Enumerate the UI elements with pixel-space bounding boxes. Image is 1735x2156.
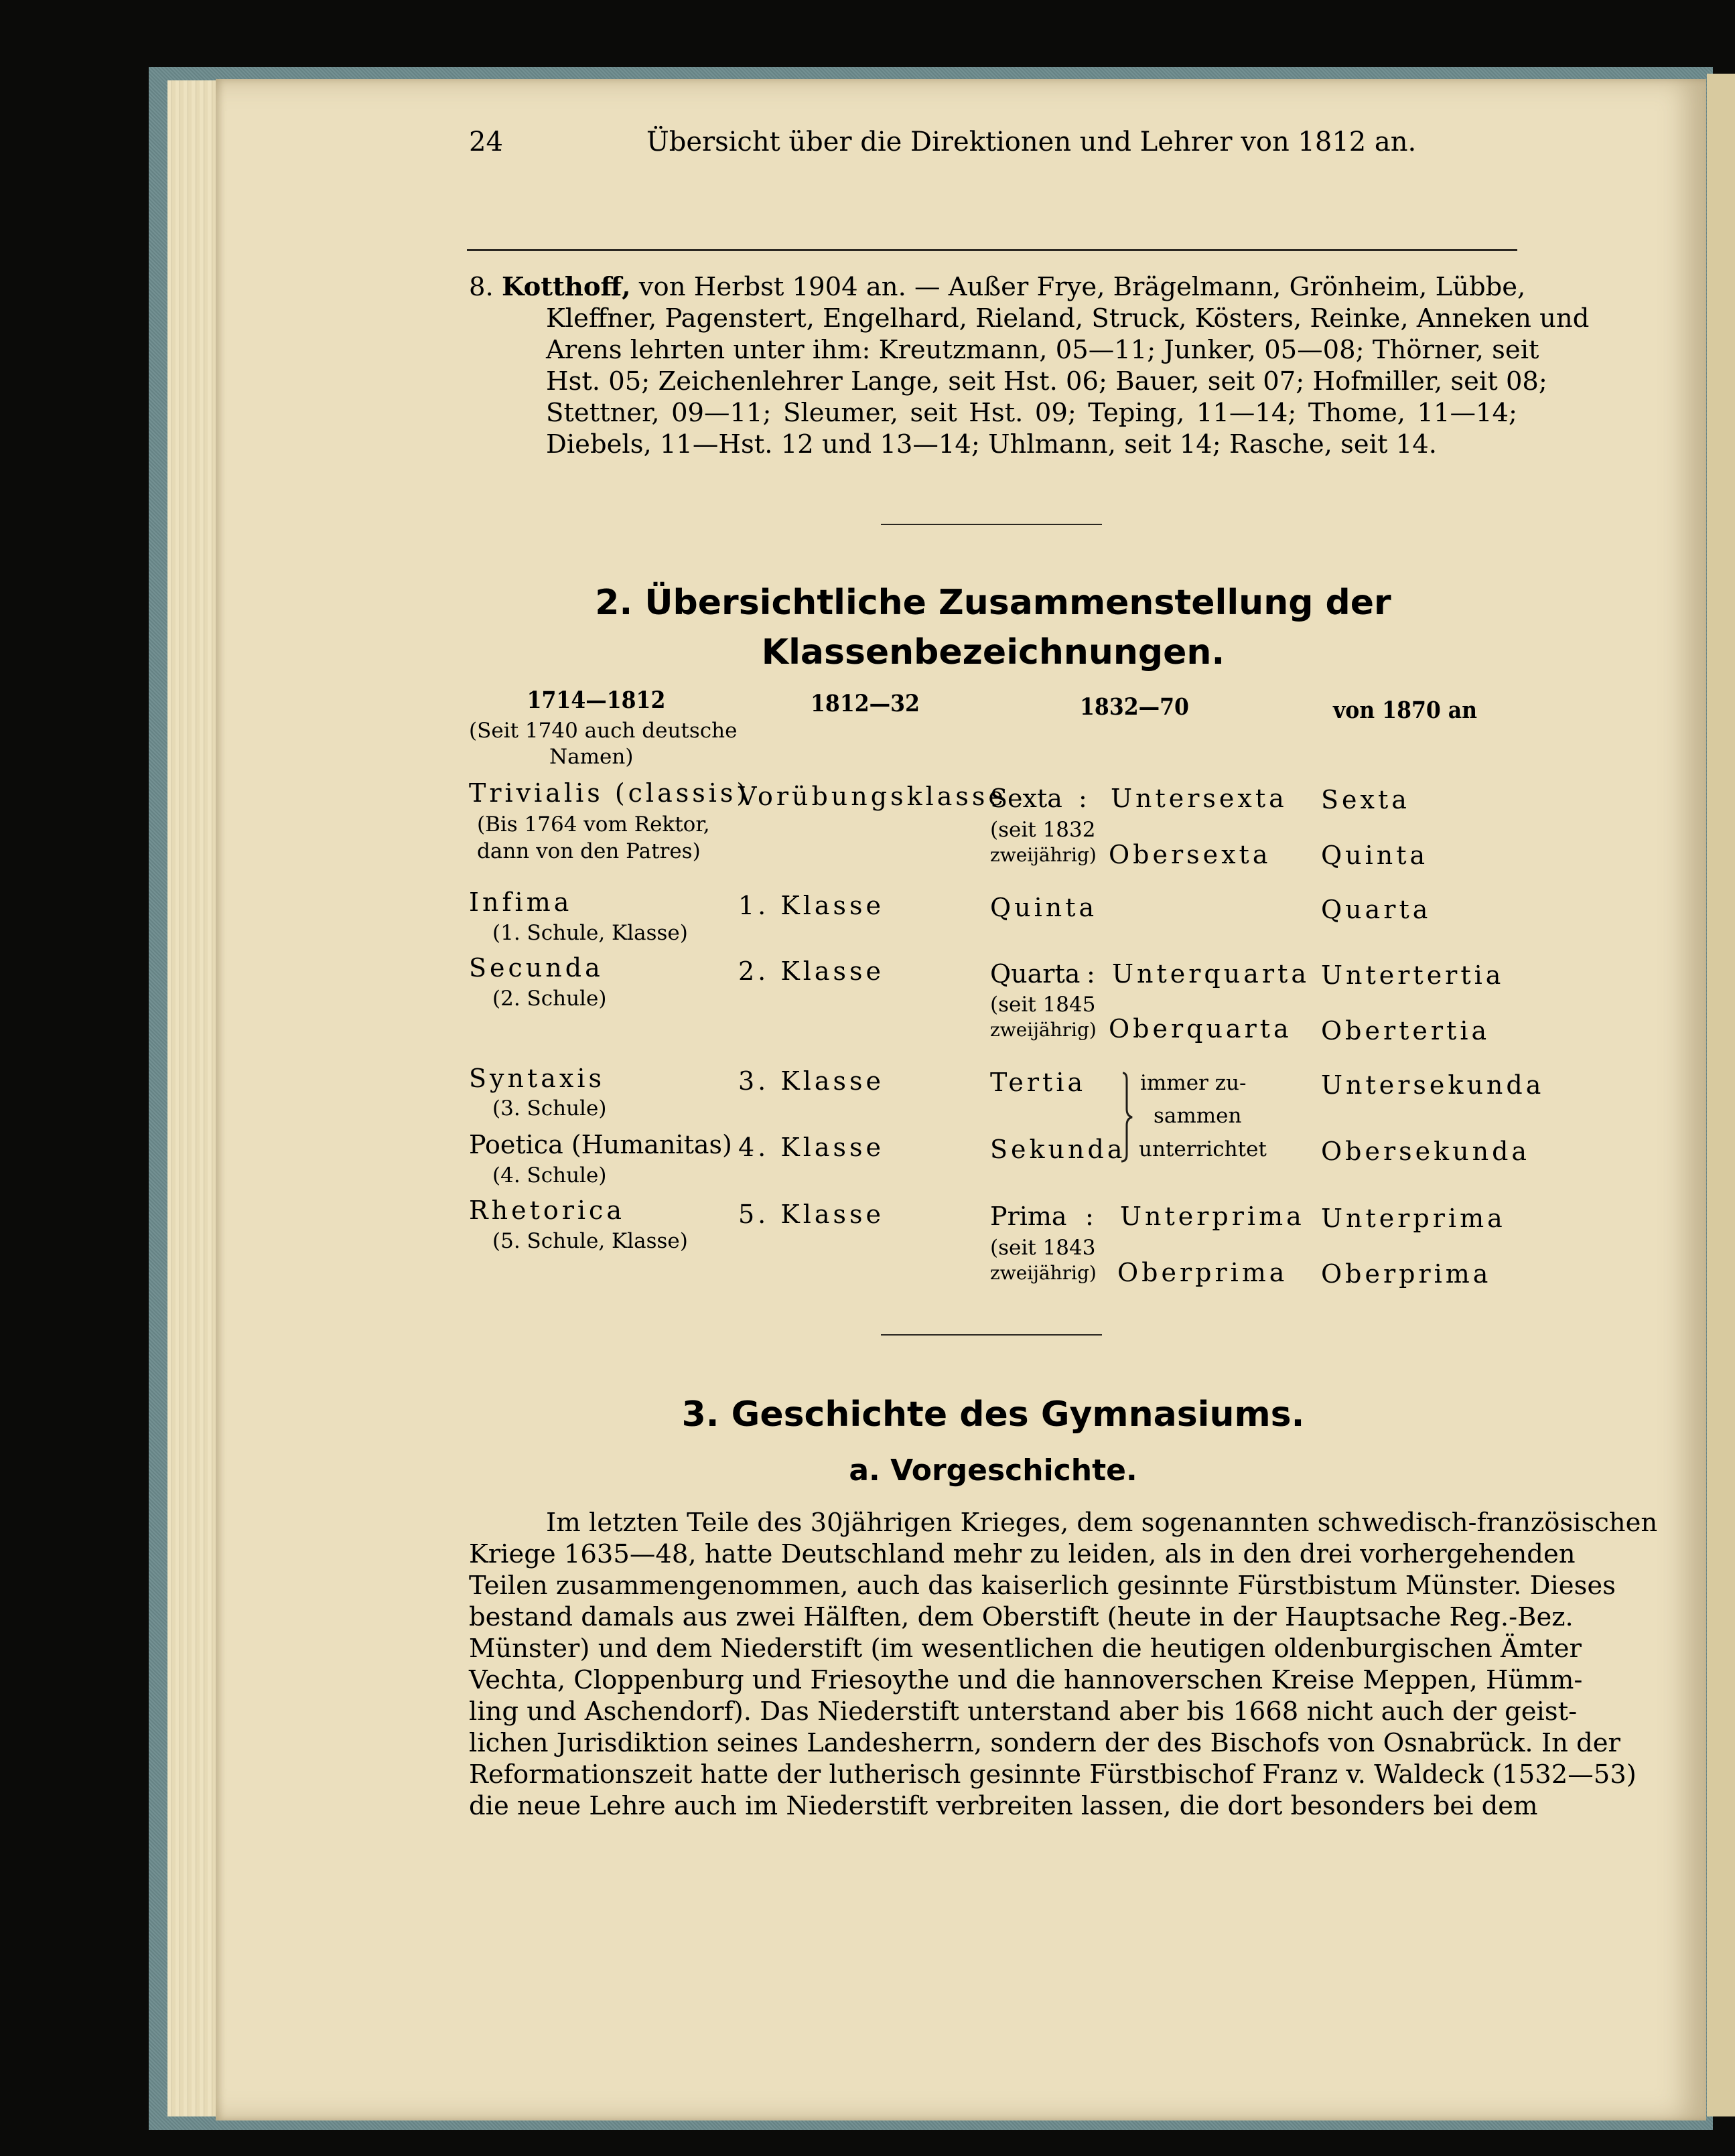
class-trivialis: Trivialis (classis) [469, 778, 750, 808]
col-header-note: Namen) [549, 745, 634, 769]
col-header-1832-70: 1832—70 [1080, 693, 1189, 721]
note: sammen [1154, 1104, 1242, 1128]
text-line: bestand damals aus zwei Hälften, dem Oberstift (heute in der Hauptsache Reg.-Bez. [469, 1602, 1574, 1632]
class-unterprima: Unterprima [1120, 1202, 1305, 1231]
colon: : [1087, 959, 1095, 989]
entry-line: Arens lehrten unter ihm: Kreutzmann, 05—11; Junker, 05—08; Thörner, seit [546, 335, 1539, 365]
colon: : [1079, 784, 1087, 813]
class-oberquarta: Oberquarta [1109, 1014, 1292, 1044]
class-2-klasse: 2. Klasse [738, 956, 885, 986]
note: dann von den Patres) [477, 839, 701, 863]
note: unterrichtet [1139, 1137, 1267, 1161]
note: (3. Schule) [492, 1096, 607, 1121]
class-untersekunda: Untersekunda [1321, 1070, 1545, 1100]
class-infima: Infima [469, 887, 573, 917]
entry-8-first-line: 8. Kotthoff, von Herbst 1904 an. — Außer Frye, Brägelmann, Grönheim, Lübbe, [469, 272, 1526, 302]
entry-number: 8. [469, 272, 494, 302]
section-2-title-line2: Klassenbezeichnungen. [761, 632, 1225, 672]
entry-line: Stettner, 09—11; Sleumer, seit Hst. 09; Teping, 11—14; Thome, 11—14; [546, 398, 1517, 428]
colon: : [1085, 1202, 1094, 1231]
class-tertia: Tertia [990, 1068, 1087, 1097]
text-line: Münster) und dem Niederstift (im wesentlichen die heutigen oldenburgischen Ämter [469, 1634, 1582, 1664]
class-secunda: Secunda [469, 953, 604, 983]
class-obertertia: Obertertia [1321, 1016, 1490, 1046]
col-header-1714-1812: 1714—1812 [527, 687, 666, 714]
class-unterquarta: Unterquarta [1112, 959, 1310, 989]
entry-name: Kotthoff, [501, 272, 631, 302]
class-unterprima-1870: Unterprima [1321, 1204, 1506, 1233]
running-title: Übersicht über die Direktionen und Lehrer von 1812 an. [646, 127, 1417, 157]
separator [881, 524, 1102, 525]
note: (4. Schule) [492, 1163, 607, 1188]
class-sekunda: Sekunda [990, 1135, 1126, 1164]
note: (2. Schule) [492, 987, 607, 1011]
note: immer zu- [1140, 1071, 1247, 1095]
class-5-klasse: 5. Klasse [738, 1200, 885, 1229]
note: zweijährig) [990, 1019, 1097, 1041]
entry-8 [469, 271, 1590, 460]
class-3-klasse: 3. Klasse [738, 1066, 885, 1096]
section-3-text [469, 1507, 1658, 1822]
class-sexta: Sexta [990, 784, 1062, 813]
section-2-title: 2. Übersichtliche Zusammenstellung der [595, 583, 1391, 623]
class-vorubungsklasse: Vorübungsklasse [738, 782, 1007, 811]
text-line: Im letzten Teile des 30jährigen Krieges, dem sogenannten schwedisch-französischen [546, 1508, 1658, 1538]
class-rhetorica: Rhetorica [469, 1196, 625, 1225]
class-prima: Prima [990, 1202, 1067, 1231]
class-sexta-1870: Sexta [1321, 785, 1410, 814]
entry-line: Hst. 05; Zeichenlehrer Lange, seit Hst. 06; Bauer, seit 07; Hofmiller, seit 08; [546, 366, 1547, 397]
page-number: 24 [469, 127, 503, 157]
section-3-title: 3. Geschichte des Gymnasiums. [681, 1394, 1305, 1435]
note: (1. Schule, Klasse) [492, 921, 688, 945]
class-quarta-1870: Quarta [1321, 895, 1432, 924]
class-obersekunda: Obersekunda [1321, 1137, 1531, 1166]
class-quinta: Quinta [990, 893, 1098, 922]
note: (seit 1843 [990, 1236, 1096, 1260]
col-header-note: (Seit 1740 auch deutsche [469, 719, 738, 743]
entry-line: Kleffner, Pagenstert, Engelhard, Rieland, Struck, Kösters, Reinke, Anneken und [546, 303, 1590, 334]
note: (Bis 1764 vom Rektor, [477, 812, 710, 837]
curly-brace-icon [1117, 1070, 1136, 1164]
header-rule [467, 249, 1517, 251]
class-untersexta: Untersexta [1111, 784, 1288, 813]
class-syntaxis: Syntaxis [469, 1064, 605, 1093]
text-line: die neue Lehre auch im Niederstift verbreiten lassen, die dort besonders bei dem [469, 1791, 1538, 1821]
text-line: Kriege 1635—48, hatte Deutschland mehr zu leiden, als in den drei vorhergehenden [469, 1539, 1576, 1569]
class-4-klasse: 4. Klasse [738, 1133, 885, 1162]
section-3-subtitle: a. Vorgeschichte. [849, 1453, 1137, 1488]
note: (5. Schule, Klasse) [492, 1229, 688, 1253]
text-line: Vechta, Cloppenburg und Friesoythe und die hannoverschen Kreise Meppen, Hümm- [469, 1665, 1583, 1695]
class-untertertia: Untertertia [1321, 960, 1505, 990]
class-quinta-1870: Quinta [1321, 841, 1429, 870]
separator [881, 1334, 1102, 1336]
col-header-1812-32: 1812—32 [811, 690, 920, 717]
class-quarta: Quarta [990, 959, 1081, 989]
class-poetica: Poetica (Humanitas) [469, 1130, 732, 1159]
text-line: Teilen zusammengenommen, auch das kaiserlich gesinnte Fürstbistum Münster. Dieses [469, 1571, 1616, 1601]
class-oberprima-1870: Oberprima [1321, 1259, 1492, 1289]
col-header-von-1870: von 1870 an [1333, 697, 1478, 724]
class-oberprima: Oberprima [1117, 1258, 1288, 1287]
text-line: ling und Aschendorf). Das Niederstift unterstand aber bis 1668 nicht auch der geist- [469, 1697, 1578, 1727]
note: zweijährig) [990, 844, 1097, 866]
entry-line: Diebels, 11—Hst. 12 und 13—14; Uhlmann, seit 14; Rasche, seit 14. [546, 429, 1437, 459]
note: (seit 1832 [990, 818, 1096, 842]
page-edges [167, 80, 221, 2116]
note: (seit 1845 [990, 993, 1096, 1017]
facing-page-edge [1707, 74, 1735, 2116]
class-1-klasse: 1. Klasse [738, 891, 885, 920]
note: zweijährig) [990, 1262, 1097, 1284]
class-obersexta: Obersexta [1109, 840, 1271, 869]
text-line: lichen Jurisdiktion seines Landesherrn, sondern der des Bischofs von Osnabrück. In der [469, 1728, 1620, 1758]
text-line: Reformationszeit hatte der lutherisch gesinnte Fürstbischof Franz v. Waldeck (1532—53) [469, 1759, 1637, 1790]
